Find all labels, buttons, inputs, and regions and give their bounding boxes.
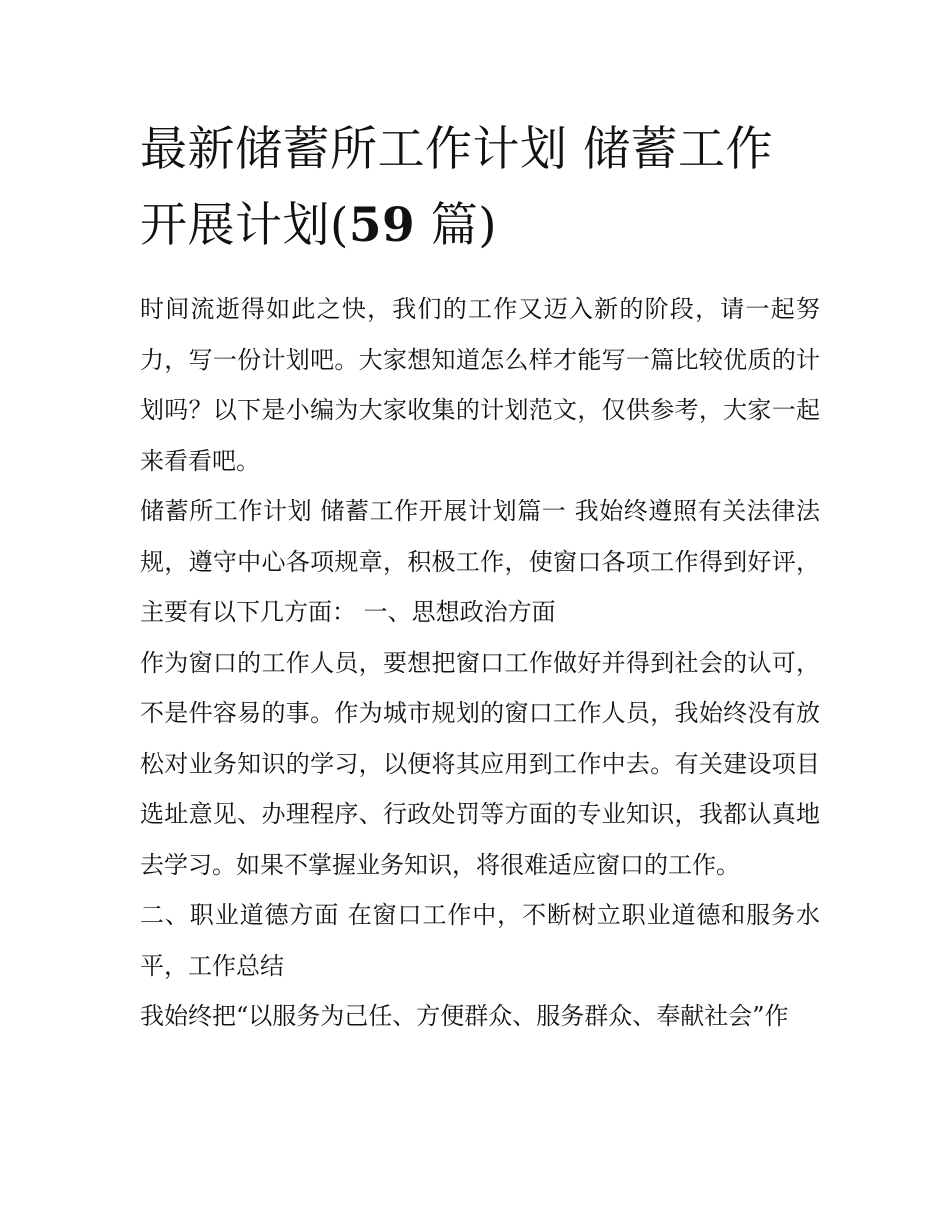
paragraph-section-one: 储蓄所工作计划 储蓄工作开展计划篇一 我始终遵照有关法律法规，遵守中心各项规章，积极工作，使窗口各项工作得到好评，主要有以下几方面： 一、思想政治方面 bbox=[140, 497, 820, 626]
title-text-part1: 最新储蓄所工作计划 储蓄工作开展计划( bbox=[140, 122, 773, 253]
paragraph-intro: 时间流逝得如此之快，我们的工作又迈入新的阶段，请一起努力，写一份计划吧。大家想知道怎么样才能写一篇比较优质的计划吗？以下是小编为大家收集的计划范文，仅供参考，大家一起来看看吧。 bbox=[140, 295, 820, 475]
document-content bbox=[140, 112, 820, 1042]
paragraph-service: 我始终把“以服务为己任、方便群众、服务群众、奉献社会”作 bbox=[140, 1002, 789, 1030]
title-number: 59 bbox=[348, 198, 416, 253]
document-title bbox=[140, 112, 820, 264]
paragraph-ethics: 二、职业道德方面 在窗口工作中，不断树立职业道德和服务水平，工作总结 bbox=[140, 901, 820, 980]
paragraph-political: 作为窗口的工作人员，要想把窗口工作做好并得到社会的认可，不是件容易的事。作为城市规划的窗口工作人员，我始终没有放松对业务知识的学习，以便将其应用到工作中去。有关建设项目选址意见、办理程序、行政处罚等方面的专业知识，我都认真地去学习。如果不掌握业务知识，将很难适应窗口的工作。 bbox=[140, 648, 820, 879]
title-text-part2: 篇) bbox=[415, 198, 498, 253]
